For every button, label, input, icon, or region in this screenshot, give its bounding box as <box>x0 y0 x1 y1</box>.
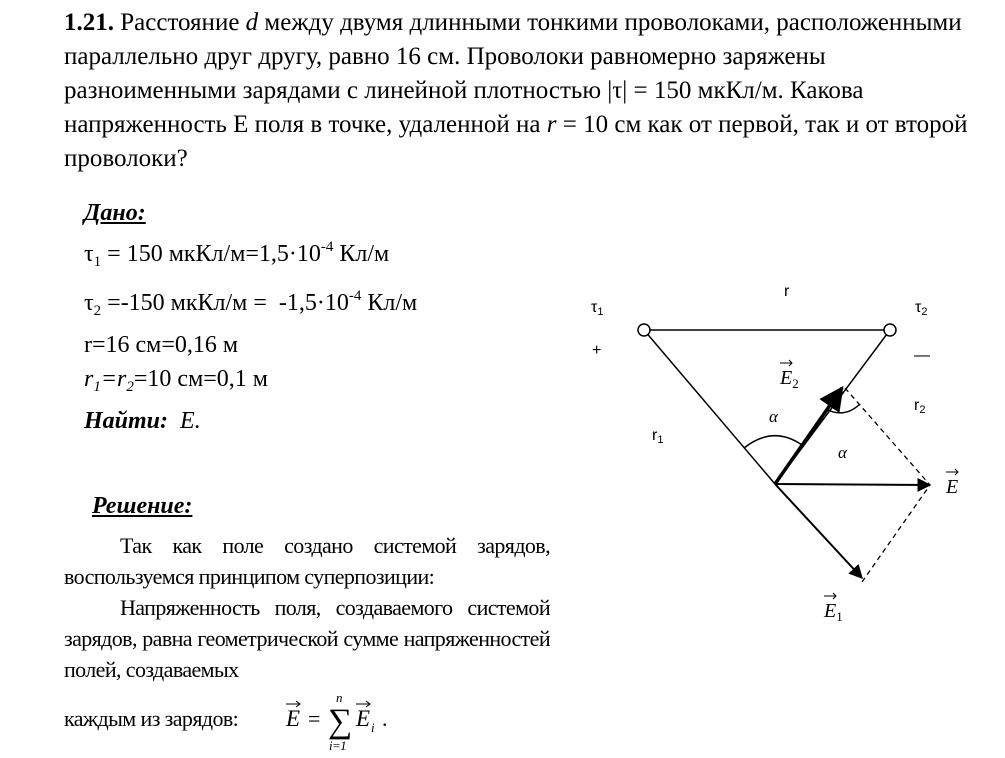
given-tau2-unit: Кл/м <box>361 290 418 316</box>
find-label: Найти: <box>84 408 169 434</box>
given-r12-value: =10 см=0,1 м <box>133 366 268 392</box>
label-E <box>945 469 958 498</box>
find-value: E. <box>180 408 201 434</box>
svg-text:E: E <box>946 476 959 498</box>
given-r2-index: 2 <box>126 379 134 395</box>
given-tau2-index: 2 <box>93 303 102 319</box>
given-tau2-exponent: -4 <box>348 288 362 304</box>
formula-Ei: E <box>356 706 370 731</box>
problem-text-c: = 10 см как от первой, так и от второй проволоки? <box>64 111 968 172</box>
wire-1-marker <box>638 324 650 336</box>
solution-body <box>64 530 550 685</box>
vector-E1 <box>775 484 862 578</box>
given-tau1-exponent: -4 <box>320 239 334 255</box>
problem-var-d: d <box>245 9 259 36</box>
given-tau1-unit: Кл/м <box>333 241 390 267</box>
given-tau1-index: 1 <box>93 254 102 270</box>
label-r: r <box>784 283 790 300</box>
sum-sign: ∑ <box>328 703 352 740</box>
label-r1: r1 <box>652 427 664 446</box>
find-row <box>84 404 417 438</box>
wire-2-marker <box>884 324 896 336</box>
field-diagram <box>560 270 1000 640</box>
label-minus: — <box>914 347 930 364</box>
problem-text-a: Расстояние <box>114 9 246 36</box>
superposition-formula <box>64 692 584 752</box>
solution-paragraph-1: Так как поле создано системой зарядов, воспользуемся принципом суперпозиции: <box>64 533 550 589</box>
given-tau1-symbol: τ <box>84 241 94 267</box>
given-equals: = <box>100 366 118 392</box>
given-section <box>84 196 417 438</box>
line-r1 <box>644 330 775 484</box>
solution-paragraph-2: Напряженность поля, создаваемого системой зарядов, равна геометрической сумме напряженностей полей, создаваемых <box>64 595 550 682</box>
vector-E2 <box>775 388 842 484</box>
given-r1-symbol: r <box>84 366 94 392</box>
given-r1-index: 1 <box>93 379 101 395</box>
formula-lead-text: каждым из зарядов: <box>64 706 239 731</box>
sum-lower-limit: i=1 <box>329 738 347 752</box>
label-E1 <box>823 593 843 624</box>
formula-equals: = <box>308 706 320 731</box>
label-r2: r2 <box>914 397 926 416</box>
vector-E <box>775 484 930 485</box>
problem-text-b: между двумя длинными тонкими проволоками, расположенными параллельно друг другу, равно 16 см. Проволоки равномерно заряжены разноименными зарядами с линейной плотностью |τ| = 150 мкКл/м. Какова напряженность E поля в точке, удаленной на <box>64 9 962 138</box>
problem-number: 1.21. <box>64 9 114 36</box>
solution-title-text: Решение: <box>92 493 193 519</box>
label-alpha-1: α <box>769 407 778 426</box>
given-r1-r2 <box>84 362 417 404</box>
formula-period: . <box>382 706 387 731</box>
given-tau1-text: = 150 мкКл/м=1,5·10 <box>101 241 321 267</box>
given-tau1 <box>84 230 417 279</box>
angle-arc-2 <box>828 404 860 413</box>
sum-upper-limit: n <box>336 692 342 705</box>
formula-Ei-index: i <box>371 720 375 735</box>
problem-statement <box>64 6 994 176</box>
problem-var-r: r <box>546 111 557 138</box>
label-alpha-2: α <box>838 443 847 462</box>
angle-arc-1 <box>744 436 802 448</box>
formula-E: E <box>286 706 300 731</box>
label-plus: + <box>592 342 602 359</box>
label-tau2: τ2 <box>915 299 928 318</box>
svg-text:E1: $E_1$ <box>824 600 843 624</box>
solution-title <box>92 493 192 520</box>
label-tau1: τ1 <box>591 299 604 318</box>
field-diagram-svg <box>560 270 1000 640</box>
label-E2 <box>779 360 799 391</box>
given-tau2-text: =-150 мкКл/м = -1,5·10 <box>101 290 349 316</box>
given-r: r=16 см=0,16 м <box>84 332 239 358</box>
given-tau2 <box>84 279 417 328</box>
given-r2-symbol: r <box>117 366 127 392</box>
given-title: Дано: <box>84 200 146 226</box>
formula-svg <box>64 692 584 752</box>
given-tau2-symbol: τ <box>84 290 94 316</box>
svg-text:E2: $E_2$ <box>780 367 799 391</box>
dashed-line-2 <box>862 485 930 582</box>
